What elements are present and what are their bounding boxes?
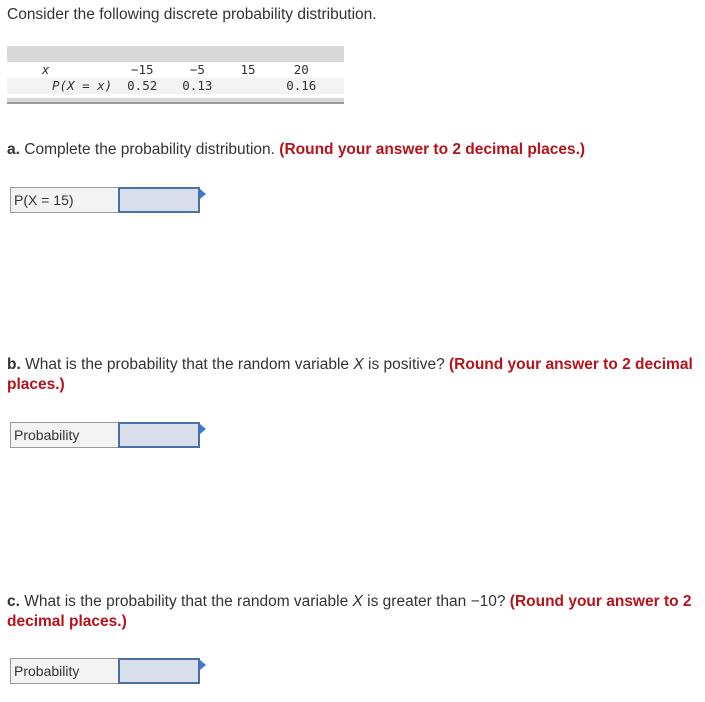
question-b-letter: b. [7, 356, 21, 373]
question-b-text: What is the probability that the random variable [25, 356, 350, 373]
probability-value: 0.52 [114, 78, 170, 94]
probability-value: 0.13 [170, 78, 224, 94]
answer-a-label: P(X = 15) [10, 187, 118, 213]
distribution-grid [7, 62, 344, 94]
x-value: −5 [189, 62, 205, 77]
probability-header: P(X = x) [7, 78, 114, 94]
question-a-letter: a. [7, 141, 20, 158]
input-marker-icon [200, 660, 206, 670]
distribution-table [7, 46, 344, 104]
x-row [7, 62, 344, 78]
table-top-bar [7, 46, 344, 62]
question-a-rounding: (Round your answer to 2 decimal places.) [279, 141, 586, 158]
question-c-rounding: (Round your answer to 2 decimal places.) [7, 593, 692, 630]
answer-row-a [10, 187, 200, 213]
question-b-text-end: is positive? [368, 356, 445, 373]
x-header: x [41, 62, 50, 77]
question-c-letter: c. [7, 593, 20, 610]
question-a [7, 140, 585, 160]
x-value: 20 [293, 62, 309, 77]
answer-b-input[interactable] [118, 422, 200, 448]
question-b [7, 355, 697, 395]
probability-row [7, 78, 344, 94]
question-b-rounding: (Round your answer to 2 decimal places.) [7, 356, 693, 393]
question-c [7, 592, 697, 632]
answer-row-b [10, 422, 200, 448]
answer-c-label: Probability [10, 658, 118, 684]
question-c-text: What is the probability that the random variable [24, 593, 349, 610]
question-a-text: Complete the probability distribution. [24, 141, 275, 158]
x-value: 15 [240, 62, 256, 77]
answer-a-input[interactable] [118, 187, 200, 213]
question-c-text-end: is greater than −10? [367, 593, 506, 610]
x-value: −15 [130, 62, 154, 77]
probability-value-missing [224, 78, 271, 94]
probability-value: 0.16 [272, 78, 331, 94]
input-marker-icon [200, 189, 206, 199]
question-c-variable: X [352, 593, 363, 610]
answer-row-c [10, 658, 200, 684]
input-marker-icon [200, 424, 206, 434]
problem-intro: Consider the following discrete probability distribution. [7, 6, 377, 23]
table-bottom-bar [7, 98, 344, 104]
answer-c-input[interactable] [118, 658, 200, 684]
question-b-variable: X [353, 356, 364, 373]
answer-b-label: Probability [10, 422, 118, 448]
